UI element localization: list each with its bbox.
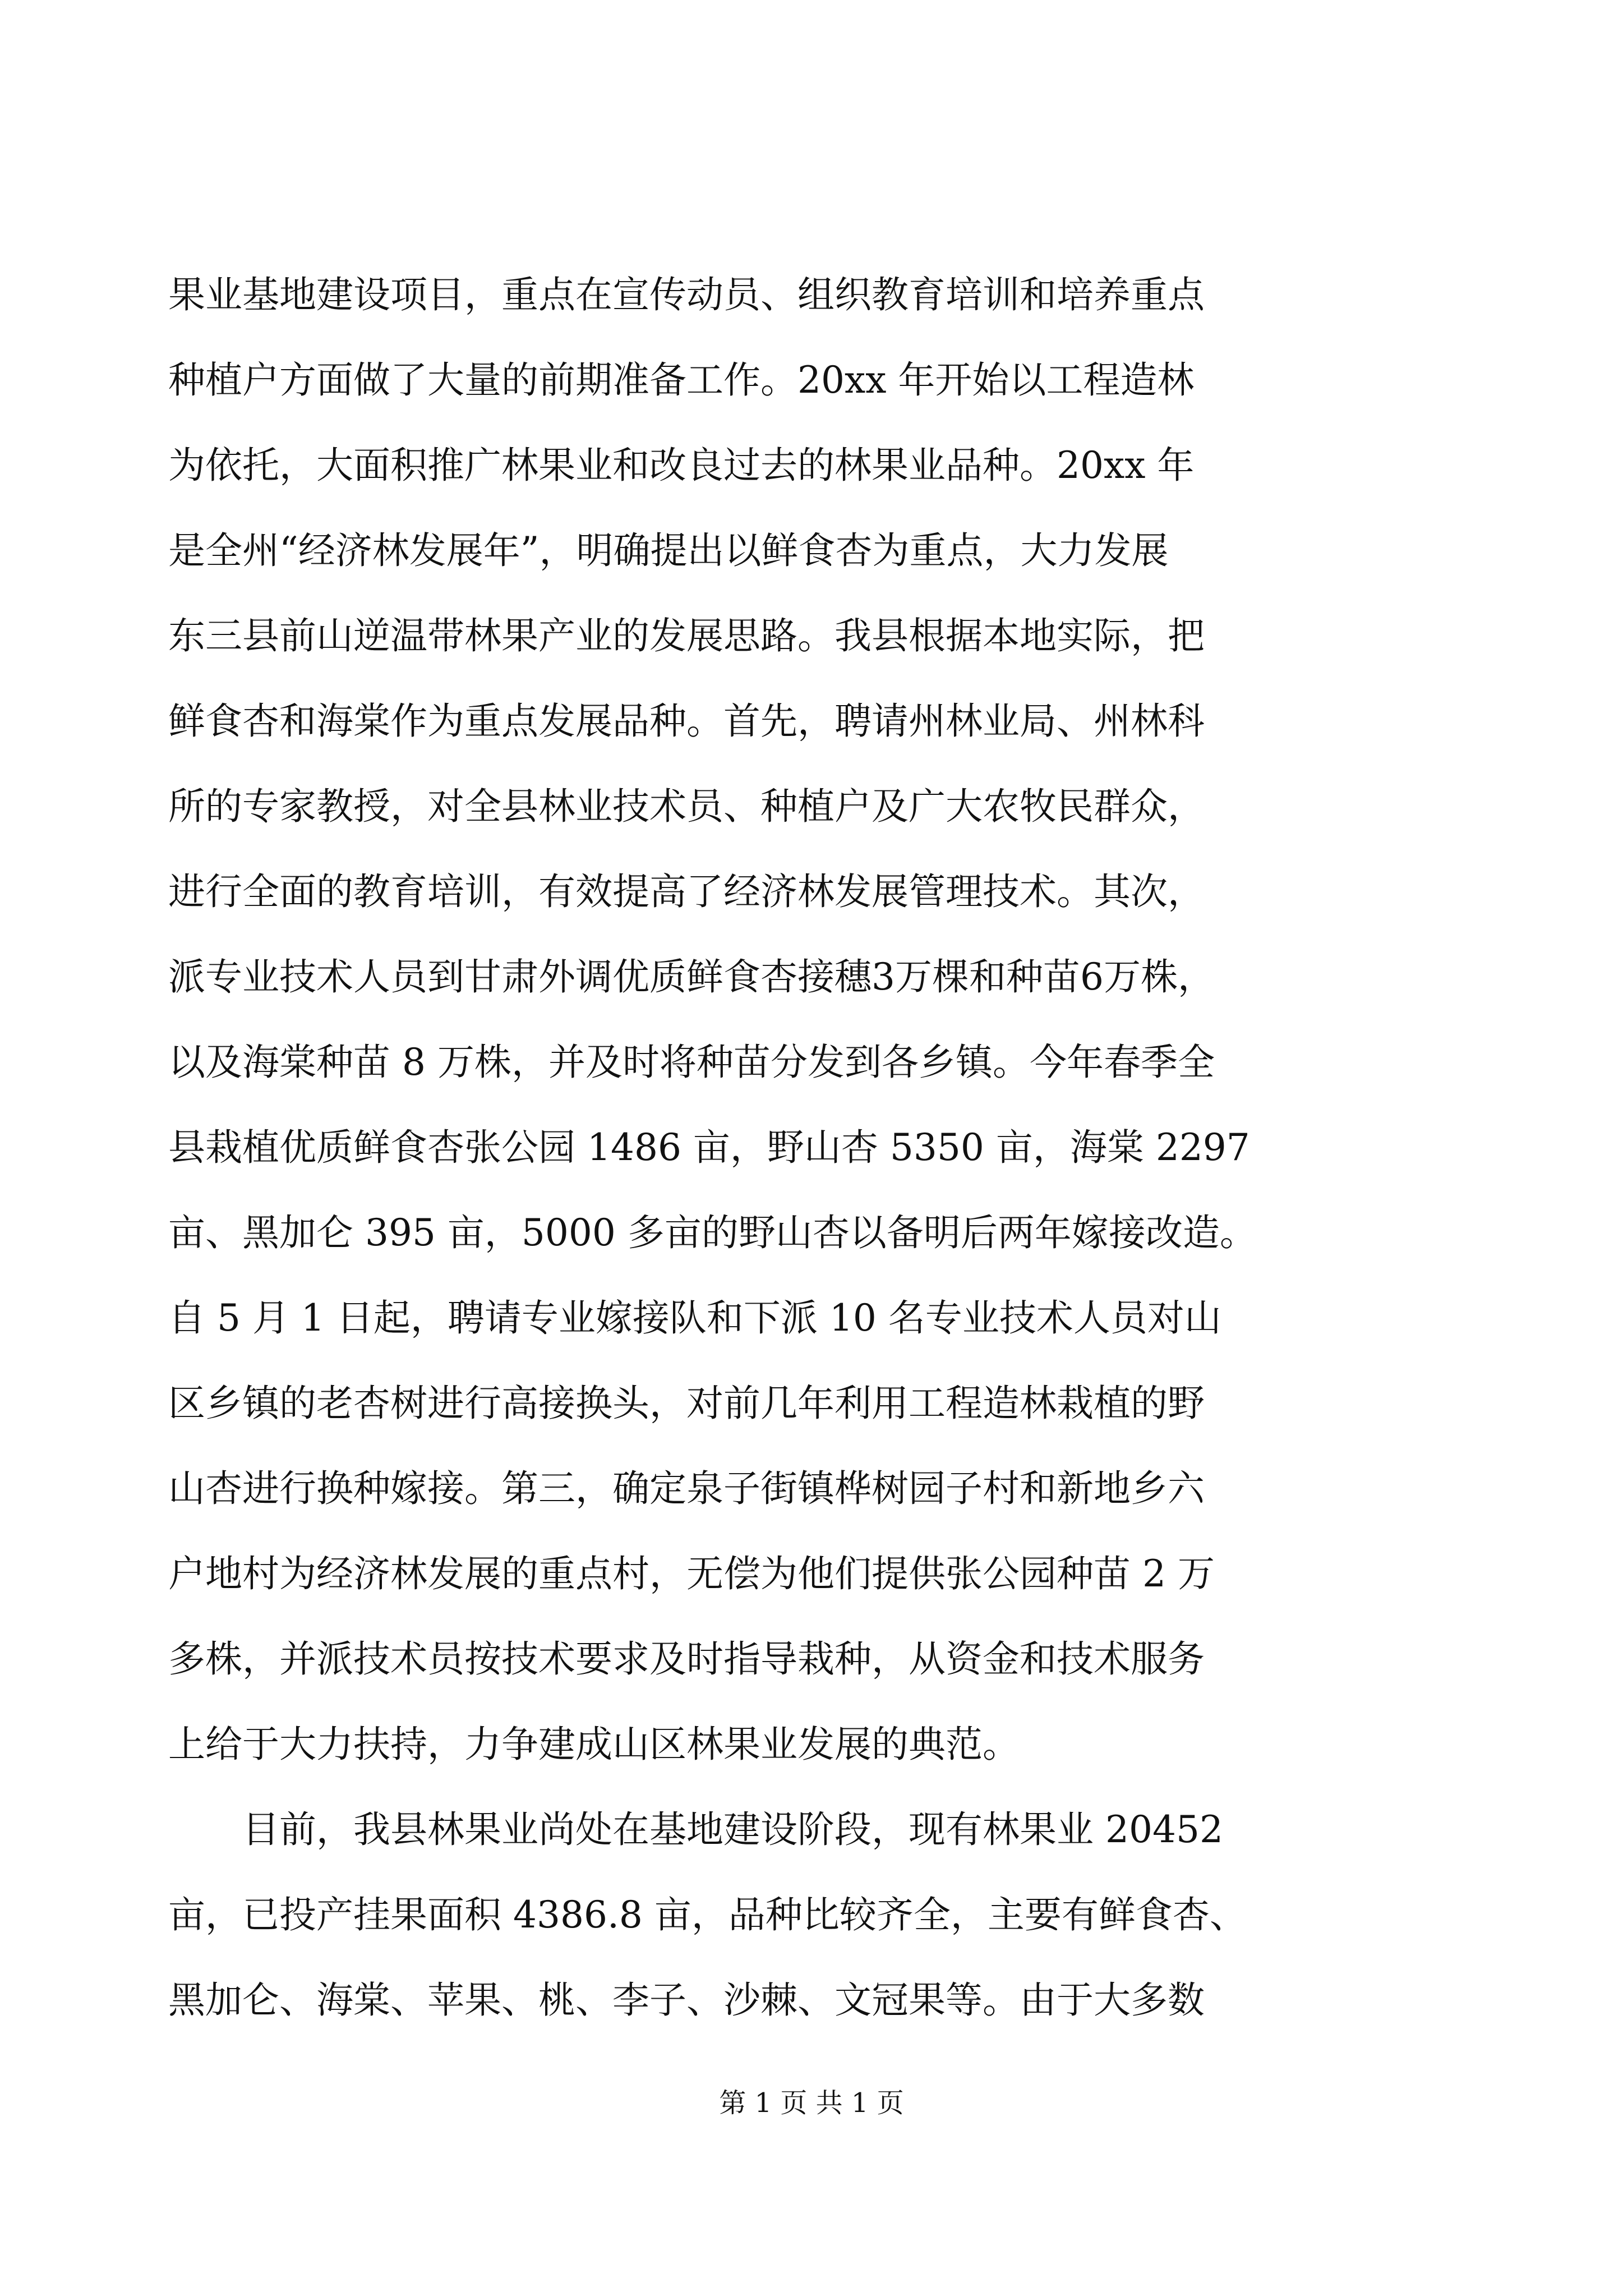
text-line: 自 5 月 1 日起，聘请专业嫁接队和下派 10 名专业技术人员对山 [168, 1296, 1221, 1340]
text-line: 种植户方面做了大量的前期准备工作。20xx 年开始以工程造林 [168, 358, 1195, 402]
text-line: 目前，我县林果业尚处在基地建设阶段，现有林果业 20452 [168, 1808, 1223, 1851]
text-line: 为依托，大面积推广林果业和改良过去的林果业品种。20xx 年 [168, 444, 1195, 487]
text-line: 黑加仑、海棠、苹果、桃、李子、沙棘、文冠果等。由于大多数 [168, 1978, 1205, 2022]
text-line: 果业基地建设项目，重点在宣传动员、组织教育培训和培养重点 [168, 273, 1205, 316]
text-line: 县栽植优质鲜食杏张公园 1486 亩，野山杏 5350 亩，海棠 2297 [168, 1126, 1250, 1169]
text-line: 山杏进行换种嫁接。第三，确定泉子街镇桦树园子村和新地乡六 [168, 1467, 1205, 1510]
body-text [168, 252, 1455, 2043]
text-line: 上给于大力扶持，力争建成山区林果业发展的典范。 [168, 1723, 1020, 1766]
text-line: 区乡镇的老杏树进行高接换头，对前几年利用工程造林栽植的野 [168, 1382, 1205, 1425]
text-line: 进行全面的教育培训，有效提高了经济林发展管理技术。其次， [168, 870, 1205, 913]
text-line: 户地村为经济林发展的重点村，无偿为他们提供张公园种苗 2 万 [168, 1552, 1215, 1595]
text-line: 东三县前山逆温带林果产业的发展思路。我县根据本地实际，把 [168, 614, 1205, 657]
text-line: 以及海棠种苗 8 万株，并及时将种苗分发到各乡镇。今年春季全 [168, 1041, 1215, 1084]
text-line: 是全州“经济林发展年”，明确提出以鲜食杏为重点，大力发展 [168, 529, 1169, 572]
text-line: 所的专家教授，对全县林业技术员、种植户及广大农牧民群众， [168, 785, 1205, 828]
text-line: 派专业技术人员到甘肃外调优质鲜食杏接穗3万棵和种苗6万株， [168, 955, 1215, 999]
text-line: 鲜食杏和海棠作为重点发展品种。首先，聘请州林业局、州林科 [168, 700, 1205, 743]
text-line: 亩、黑加仑 395 亩，5000 多亩的野山杏以备明后两年嫁接改造。 [168, 1211, 1257, 1254]
text-line: 亩，已投产挂果面积 4386.8 亩，品种比较齐全，主要有鲜食杏、 [168, 1893, 1247, 1936]
text-line: 多株，并派技术员按技术要求及时指导栽种，从资金和技术服务 [168, 1637, 1205, 1681]
page-number-footer: 第 1 页 共 1 页 [719, 2087, 904, 2119]
